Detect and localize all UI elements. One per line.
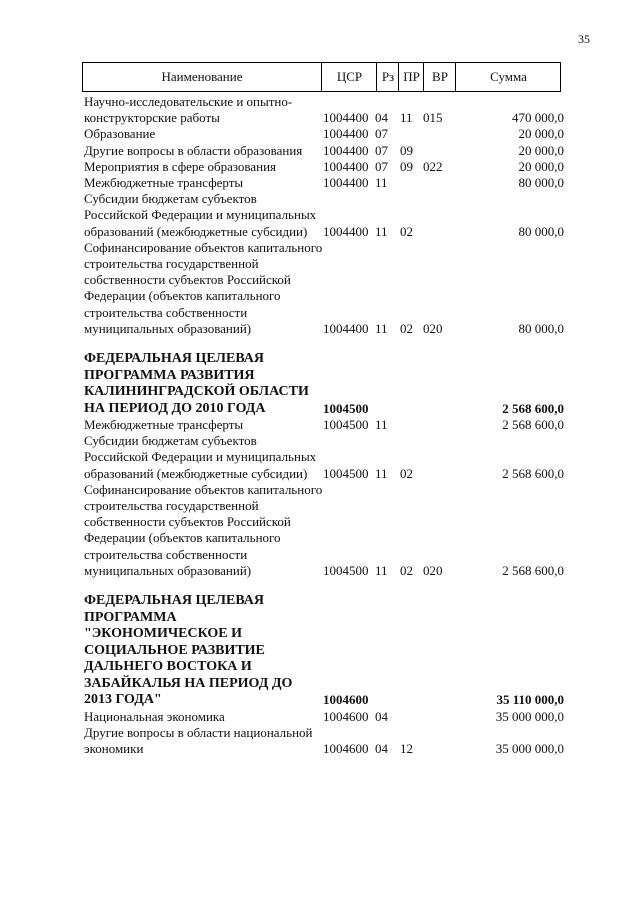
row-sum: 20 000,0 [518, 142, 564, 158]
program-title: ФЕДЕРАЛЬНАЯ ЦЕЛЕВАЯ ПРОГРАММА "ЭКОНОМИЧЕСКОЕ И СОЦИАЛЬНОЕ РАЗВИТИЕ ДАЛЬНЕГО ВОСТОКА И ЗАБАЙКАЛЬЯ НА ПЕРИОД ДО 2013 ГОДА" [84, 593, 293, 708]
row-rz: 04 [375, 740, 388, 756]
row-name: Мероприятия в сфере образования [84, 158, 277, 174]
program-title: ФЕДЕРАЛЬНАЯ ЦЕЛЕВАЯ ПРОГРАММА РАЗВИТИЯ КАЛИНИНГРАДСКОЙ ОБЛАСТИ НА ПЕРИОД ДО 2010 ГОДА [84, 351, 309, 416]
row-pr [400, 126, 423, 142]
row-pr: 02 [400, 562, 413, 578]
row-vr: 020 [423, 562, 443, 578]
row-vr: 015 [423, 110, 443, 126]
table-row [84, 191, 564, 240]
table-row [84, 417, 564, 433]
program-row [84, 351, 564, 417]
row-rz [375, 593, 400, 709]
header-vr: ВР [423, 63, 456, 91]
row-csr: 1004500 [323, 562, 369, 578]
row-name: Софинансирование объектов капитального строительства государственной собственности субъектов Российской Федерации (объектов капитального строительства собственности муниципальных образований) [84, 481, 323, 578]
row-rz: 11 [375, 465, 388, 481]
table-row [84, 126, 564, 142]
header-pr: ПР [398, 63, 424, 91]
row-rz: 11 [375, 562, 388, 578]
row-sum: 80 000,0 [518, 320, 564, 336]
row-sum: 80 000,0 [518, 175, 564, 191]
row-csr: 1004500 [323, 400, 369, 416]
row-csr: 1004500 [323, 417, 369, 433]
row-name: Межбюджетные трансферты [84, 175, 244, 191]
budget-table [84, 94, 564, 757]
row-rz: 04 [375, 708, 388, 724]
header-sum: Сумма [455, 63, 561, 91]
row-name: Другие вопросы в области образования [84, 142, 303, 158]
table-row [84, 240, 564, 337]
row-vr [423, 593, 461, 709]
row-pr: 11 [400, 110, 413, 126]
row-sum: 35 000 000,0 [495, 708, 564, 724]
row-name: Софинансирование объектов капитального строительства государственной собственности субъектов Российской Федерации (объектов капитального строительства собственности муниципальных образований) [84, 239, 323, 336]
table-row [84, 482, 564, 579]
row-sum: 2 568 600,0 [502, 465, 564, 481]
row-sum: 20 000,0 [518, 126, 564, 142]
row-sum: 2 568 600,0 [502, 417, 564, 433]
row-name: Другие вопросы в области национальной экономики [84, 724, 313, 756]
table-row [84, 175, 564, 191]
row-pr: 02 [400, 465, 413, 481]
header-name: Наименование [161, 69, 243, 84]
row-rz: 11 [375, 223, 388, 239]
row-name: Национальная экономика [84, 708, 225, 724]
spacer-row [84, 579, 564, 593]
row-sum: 2 568 600,0 [502, 562, 564, 578]
row-vr: 022 [423, 158, 443, 174]
row-name: Межбюджетные трансферты [84, 417, 244, 433]
header-csr: ЦСР [321, 63, 377, 91]
row-rz: 11 [375, 417, 388, 433]
row-vr [423, 175, 461, 191]
row-vr [423, 725, 461, 757]
table-row [84, 143, 564, 159]
row-name: Субсидии бюджетам субъектов Российской Федерации и муниципальных образований (межбюджетные субсидии) [84, 433, 317, 481]
row-rz: 07 [375, 158, 388, 174]
row-pr: 09 [400, 142, 413, 158]
row-csr: 1004500 [323, 465, 369, 481]
row-vr [423, 126, 461, 142]
row-csr: 1004400 [323, 110, 369, 126]
table-row [84, 159, 564, 175]
row-rz: 11 [375, 175, 388, 191]
row-pr: 09 [400, 158, 413, 174]
row-csr: 1004400 [323, 175, 369, 191]
header-rz: Рз [376, 63, 399, 91]
table-row [84, 709, 564, 725]
row-vr: 020 [423, 320, 443, 336]
row-csr: 1004600 [323, 692, 369, 708]
row-pr: 12 [400, 740, 413, 756]
row-sum: 80 000,0 [518, 223, 564, 239]
program-total: 35 110 000,0 [496, 692, 564, 708]
table-row [84, 433, 564, 482]
table-row [84, 94, 564, 126]
row-pr: 02 [400, 320, 413, 336]
row-rz [375, 351, 400, 417]
row-name: Образование [84, 126, 156, 142]
page-number: 35 [578, 32, 590, 46]
row-pr [400, 351, 423, 417]
row-csr: 1004400 [323, 158, 369, 174]
row-csr: 1004400 [323, 126, 369, 142]
row-csr: 1004600 [323, 740, 369, 756]
row-csr: 1004600 [323, 708, 369, 724]
row-rz: 04 [375, 110, 388, 126]
row-rz: 07 [375, 126, 388, 142]
row-vr [423, 417, 461, 433]
row-vr [423, 709, 461, 725]
row-sum: 35 000 000,0 [495, 740, 564, 756]
row-pr: 02 [400, 223, 413, 239]
row-vr [423, 143, 461, 159]
row-vr [423, 191, 461, 240]
table-row [84, 725, 564, 757]
table-header [82, 62, 561, 92]
row-vr [423, 433, 461, 482]
row-name: Научно-исследовательские и опытно-конструкторские работы [84, 94, 293, 126]
row-csr: 1004400 [323, 142, 369, 158]
row-sum: 470 000,0 [512, 110, 564, 126]
row-pr [400, 709, 423, 725]
row-sum: 20 000,0 [518, 158, 564, 174]
spacer-row [84, 337, 564, 351]
row-name: Субсидии бюджетам субъектов Российской Федерации и муниципальных образований (межбюджетные субсидии) [84, 191, 317, 239]
row-csr: 1004400 [323, 223, 369, 239]
row-rz: 07 [375, 142, 388, 158]
program-row [84, 593, 564, 709]
program-total: 2 568 600,0 [502, 400, 564, 416]
row-rz: 11 [375, 320, 388, 336]
row-csr: 1004400 [323, 320, 369, 336]
row-pr [400, 417, 423, 433]
row-vr [423, 351, 461, 417]
row-pr [400, 593, 423, 709]
row-pr [400, 175, 423, 191]
